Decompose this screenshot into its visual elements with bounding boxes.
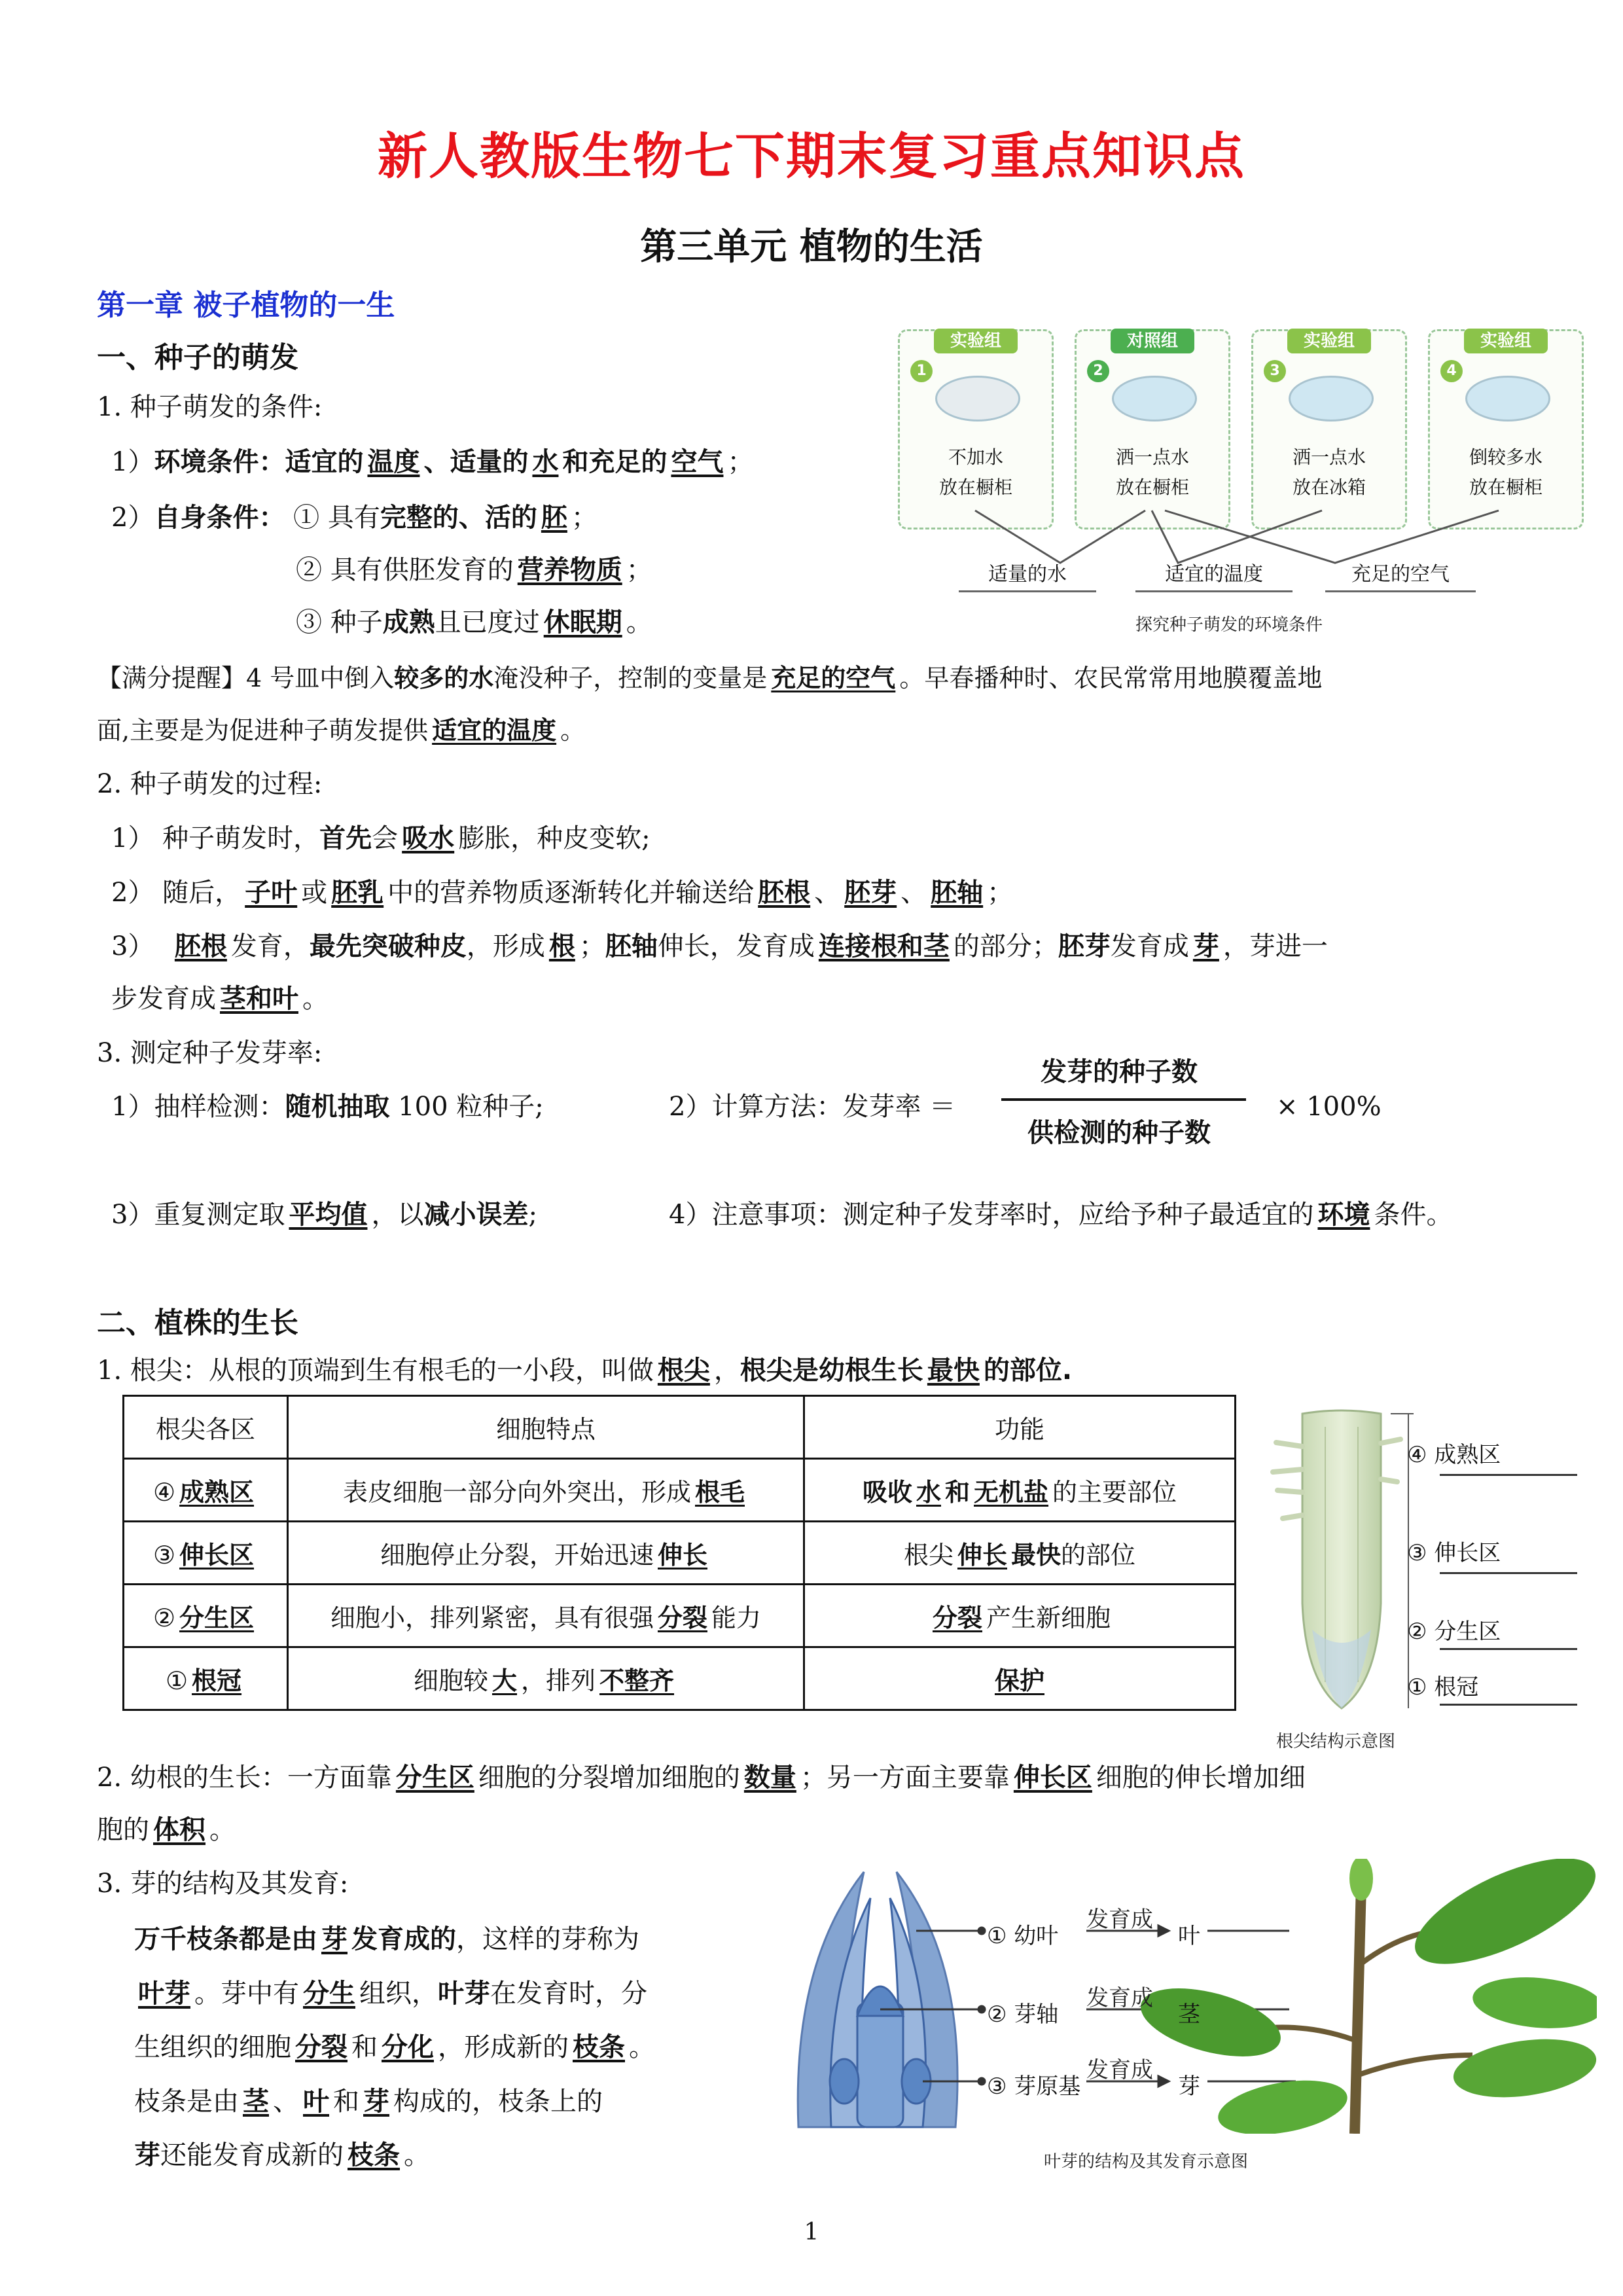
dish-description: 倒较多水 放在橱柜 (1469, 446, 1543, 498)
zone-cell: ① 根冠 (124, 1647, 288, 1710)
dish-group-tag: 实验组 (1287, 329, 1371, 353)
dish-caption: 探究种子萌发的环境条件 (1135, 615, 1323, 635)
cond-temperature: 适宜的温度 (1135, 558, 1293, 592)
bud-section (798, 1872, 957, 2127)
root-label-underline (1440, 1572, 1577, 1574)
zone-cell: ② 分生区 (124, 1585, 288, 1647)
feature-cell: 细胞较 大 ，排列 不整齐 (288, 1647, 804, 1710)
rate-formula-label: 2）计算方法：发芽率 ＝ (669, 1092, 956, 1122)
zone-cell: ④ 成熟区 (124, 1459, 288, 1522)
root-label-cap: ① 根冠 (1407, 1674, 1479, 1700)
bud-dev-label: 发育成 (1086, 1907, 1153, 1933)
th-cell-features: 细胞特点 (288, 1396, 804, 1459)
self-conditions: 2）自身条件： ① 具有完整的、活的 胚 ； (111, 503, 597, 533)
petri-dish-icon (935, 376, 1020, 422)
plant-branch (1133, 1859, 1597, 2134)
bud-title: 3. 芽的结构及其发育: (97, 1869, 349, 1899)
rate-repeat: 3）重复测定取 平均值 ，以减小误差; (111, 1200, 537, 1230)
proc-step-2: 2） 随后， 子叶 或 胚乳 中的营养物质逐渐转化并输送给 胚根 、 胚芽 、 胚轴 ； (111, 878, 1014, 908)
root-tip-definition: 1. 根尖：从根的顶端到生有根毛的一小段，叫做 根尖 ，根尖是幼根生长 最快 的部位. (97, 1355, 1073, 1386)
function-cell: 分裂 产生新细胞 (804, 1585, 1236, 1647)
bud-text-5: 芽还能发育成新的 枝条 。 (134, 2140, 430, 2170)
tip-line-1: 【满分提醒】4 号皿中倒入较多的水淹没种子，控制的变量是 充足的空气 。早春播种时、农民常常用地膜覆盖地 (97, 664, 1323, 692)
dish-number: 4 (1440, 360, 1463, 382)
bud-dev-label: 发育成 (1086, 1985, 1153, 2011)
bud-part-young-leaf: ① 幼叶 (987, 1923, 1059, 1949)
bud-text-2: 叶芽 。芽中有 分生 组织，叶芽在发育时，分 (138, 1979, 647, 2009)
dish-group-tag: 实验组 (1464, 329, 1548, 353)
dish-number: 1 (910, 360, 933, 382)
dish-number: 3 (1264, 360, 1286, 382)
dish-description: 不加水 放在橱柜 (938, 446, 1012, 498)
proc-title: 2. 种子萌发的过程: (97, 769, 323, 799)
root-label-underline (1440, 1648, 1577, 1650)
root-label-underline (1440, 1704, 1577, 1706)
self-condition-2: ② 具有供胚发育的 营养物质 ； (296, 555, 652, 585)
dish-description: 洒一点水 放在橱柜 (1115, 446, 1189, 498)
feature-cell: 细胞停止分裂，开始迅速 伸长 (288, 1522, 804, 1585)
page-title: 新人教版生物七下期末复习重点知识点 (378, 127, 1245, 185)
unit-title: 第三单元 植物的生活 (640, 226, 983, 268)
root-label-elongation: ③ 伸长区 (1407, 1540, 1501, 1566)
root-growth-line-1: 2. 幼根的生长：一方面靠 分生区 细胞的分裂增加细胞的 数量 ；另一方面主要靠 伸长区 细胞的伸长增加细 (97, 1763, 1306, 1793)
rate-sampling: 1）抽样检测：随机抽取 100 粒种子; (111, 1092, 544, 1122)
page-number: 1 (804, 2219, 819, 2246)
petri-dish-icon (1289, 376, 1374, 422)
bud-text-3: 生组织的细胞 分裂 和 分化 ，形成新的 枝条 。 (134, 2032, 655, 2062)
bud-text-4: 枝条是由 茎 、 叶 和 芽 构成的，枝条上的 (134, 2087, 603, 2117)
root-growth-line-2: 胞的 体积 。 (97, 1815, 236, 1845)
zone-cell: ③ 伸长区 (124, 1522, 288, 1585)
rate-title: 3. 测定种子发芽率: (97, 1038, 323, 1068)
bud-text-1: 万千枝条都是由 芽 发育成的，这样的芽称为 (134, 1924, 639, 1954)
proc-step-1: 1） 种子萌发时，首先会 吸水 膨胀，种皮变软; (111, 823, 651, 853)
tip-line-2: 面,主要是为促进种子萌发提供 适宜的温度 。 (97, 716, 586, 745)
dish-number: 2 (1087, 360, 1109, 382)
bud-result-bud: 芽 (1178, 2073, 1200, 2100)
proc-step-3: 3） 胚根 发育，最先突破种皮，形成 根 ；胚轴伸长，发育成 连接根和茎 的部分；胚芽发育成 芽 ，芽进一 (111, 931, 1328, 961)
table-row (124, 1459, 1236, 1522)
function-cell: 吸收 水 和 无机盐 的主要部位 (804, 1459, 1236, 1522)
table-row (124, 1647, 1236, 1710)
section-plant-growth: 二、植株的生长 (97, 1306, 298, 1340)
bud-result-stem: 茎 (1178, 2001, 1200, 2028)
th-zone: 根尖各区 (124, 1396, 288, 1459)
table-header-row (124, 1396, 1236, 1459)
cond-title: 1. 种子萌发的条件: (97, 392, 323, 422)
dish-group-tag: 对照组 (1111, 329, 1194, 353)
dish-description: 洒一点水 放在冰箱 (1292, 446, 1366, 498)
self-condition-3: ③ 种子成熟且已度过 休眠期 。 (296, 607, 652, 637)
env-conditions: 1）环境条件：适宜的 温度 、适量的 水 和充足的 空气 ； (111, 447, 754, 477)
bud-caption: 叶芽的结构及其发育示意图 (1044, 2152, 1249, 2172)
root-caption: 根尖结构示意图 (1276, 1732, 1396, 1751)
petri-dish-icon (1112, 376, 1197, 422)
fraction-bar (1001, 1098, 1246, 1101)
root-tip-table (122, 1395, 1236, 1711)
table-row (124, 1522, 1236, 1585)
bud-dev-label: 发育成 (1086, 2057, 1153, 2083)
cond-water: 适量的水 (959, 558, 1096, 592)
function-cell: 保护 (804, 1647, 1236, 1710)
rate-denominator: 供检测的种子数 (1027, 1118, 1211, 1148)
table-row (124, 1585, 1236, 1647)
root-label-maturation: ④ 成熟区 (1407, 1442, 1501, 1468)
proc-step-4: 步发育成 茎和叶 。 (111, 984, 329, 1014)
rate-notes: 4）注意事项：测定种子发芽率时，应给予种子最适宜的 环境 条件。 (669, 1200, 1453, 1230)
rate-numerator: 发芽的种子数 (1041, 1057, 1198, 1087)
function-cell: 根尖 伸长 最快的部位 (804, 1522, 1236, 1585)
th-function: 功能 (804, 1396, 1236, 1459)
root-label-underline (1440, 1474, 1577, 1476)
root-tip-illustration (1263, 1407, 1414, 1715)
petri-dish-icon (1465, 376, 1550, 422)
bud-part-axis: ② 芽轴 (987, 2001, 1059, 2028)
dish-group-tag: 实验组 (934, 329, 1018, 353)
section-seed-germination: 一、种子的萌发 (97, 341, 298, 374)
chapter-title: 第一章 被子植物的一生 (97, 289, 395, 322)
feature-cell: 表皮细胞一部分向外突出，形成 根毛 (288, 1459, 804, 1522)
bud-part-primordium: ③ 芽原基 (987, 2073, 1081, 2100)
bud-result-leaf: 叶 (1178, 1923, 1200, 1949)
rate-multiplier: × 100% (1276, 1092, 1382, 1122)
feature-cell: 细胞小，排列紧密，具有很强 分裂 能力 (288, 1585, 804, 1647)
cond-air: 充足的空气 (1325, 558, 1476, 592)
root-label-meristem: ② 分生区 (1407, 1619, 1501, 1645)
